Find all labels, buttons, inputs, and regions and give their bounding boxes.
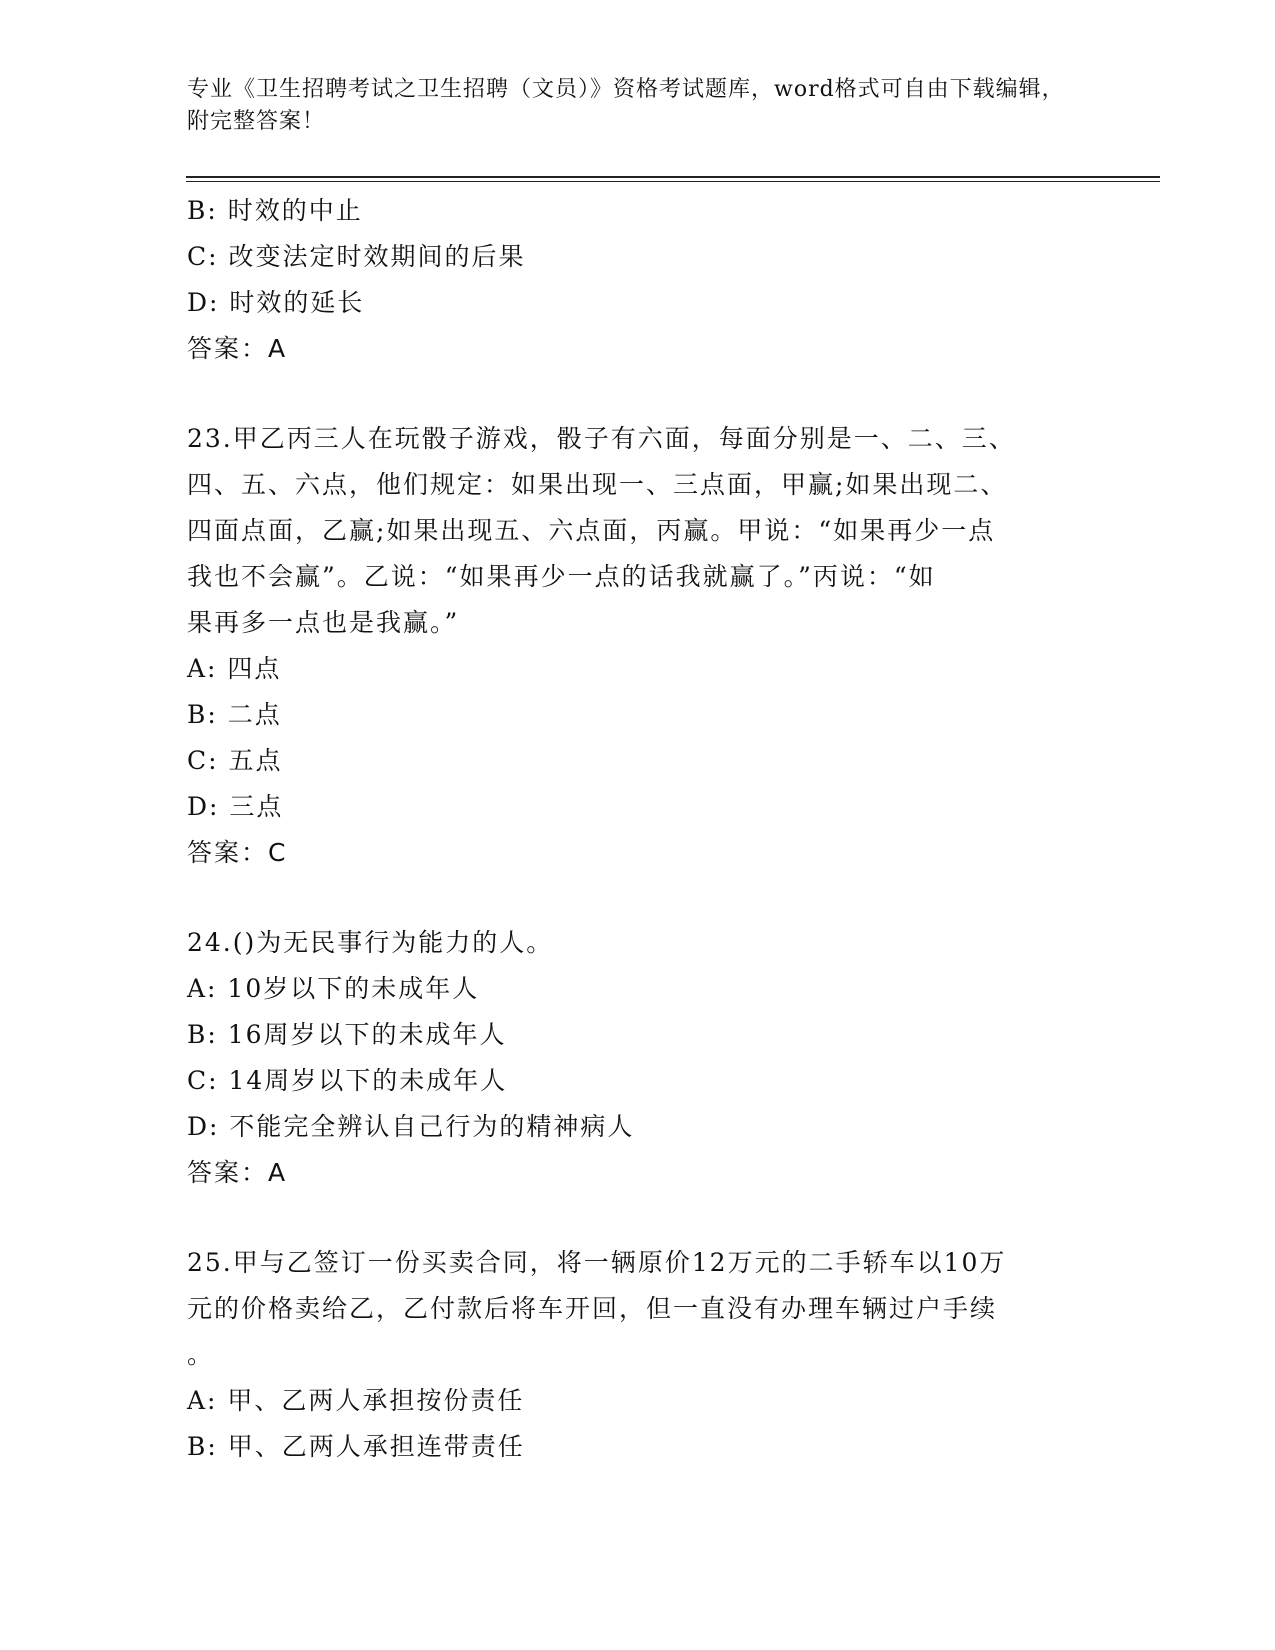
answer-label: 答案：A: [187, 1158, 288, 1187]
answer-label: 答案：C: [187, 838, 288, 867]
option-a: A: 甲、乙两人承担按份责任: [187, 1386, 525, 1415]
question-25-block: [187, 1240, 1087, 1470]
option-c: C: 14周岁以下的未成年人: [187, 1066, 508, 1095]
question-23-text-line-4: 我也不会赢”。乙说：“如果再少一点的话我就赢了。”丙说：“如: [187, 562, 936, 591]
question-23-text-line-2: 四、五、六点，他们规定：如果出现一、三点面，甲赢;如果出现二、: [187, 470, 1008, 499]
previous-question-block: [187, 188, 1087, 372]
question-23-block: [187, 416, 1087, 876]
question-23-text-line-1: 23.甲乙丙三人在玩骰子游戏，骰子有六面，每面分别是一、二、三、: [187, 424, 1016, 453]
question-24-text: 24.()为无民事行为能力的人。: [187, 928, 554, 957]
question-23-text-line-3: 四面点面，乙赢;如果出现五、六点面，丙赢。甲说：“如果再少一点: [187, 516, 996, 545]
option-b: B: 二点: [187, 700, 282, 729]
option-b: B: 16周岁以下的未成年人: [187, 1020, 507, 1049]
question-25-text-line-3: 。: [187, 1340, 215, 1369]
option-d: D: 不能完全辨认自己行为的精神病人: [187, 1112, 635, 1141]
question-24-block: [187, 920, 1087, 1196]
header-divider-thick: [186, 176, 1160, 178]
option-d: D: 三点: [187, 792, 284, 821]
header-divider-thin: [186, 181, 1160, 182]
option-c: C: 改变法定时效期间的后果: [187, 242, 526, 271]
spacer: [187, 1196, 1087, 1240]
question-23-text-line-5: 果再多一点也是我赢。”: [187, 608, 460, 637]
option-b: B: 时效的中止: [187, 196, 363, 225]
question-25-text-line-1: 25.甲与乙签订一份买卖合同，将一辆原价12万元的二手轿车以10万: [187, 1248, 1007, 1277]
spacer: [187, 876, 1087, 920]
answer-label: 答案：A: [187, 334, 288, 363]
document-header: 专业《卫生招聘考试之卫生招聘（文员）》资格考试题库，word格式可自由下载编辑，附完整答案！: [187, 77, 1065, 134]
option-a: A: 四点: [187, 654, 282, 683]
question-25-text-line-2: 元的价格卖给乙，乙付款后将车开回，但一直没有办理车辆过户手续: [187, 1294, 998, 1323]
option-b: B: 甲、乙两人承担连带责任: [187, 1432, 525, 1461]
spacer: [187, 372, 1087, 416]
option-c: C: 五点: [187, 746, 283, 775]
option-a: A: 10岁以下的未成年人: [187, 974, 480, 1003]
option-d: D: 时效的延长: [187, 288, 365, 317]
question-content: [187, 188, 1087, 1470]
